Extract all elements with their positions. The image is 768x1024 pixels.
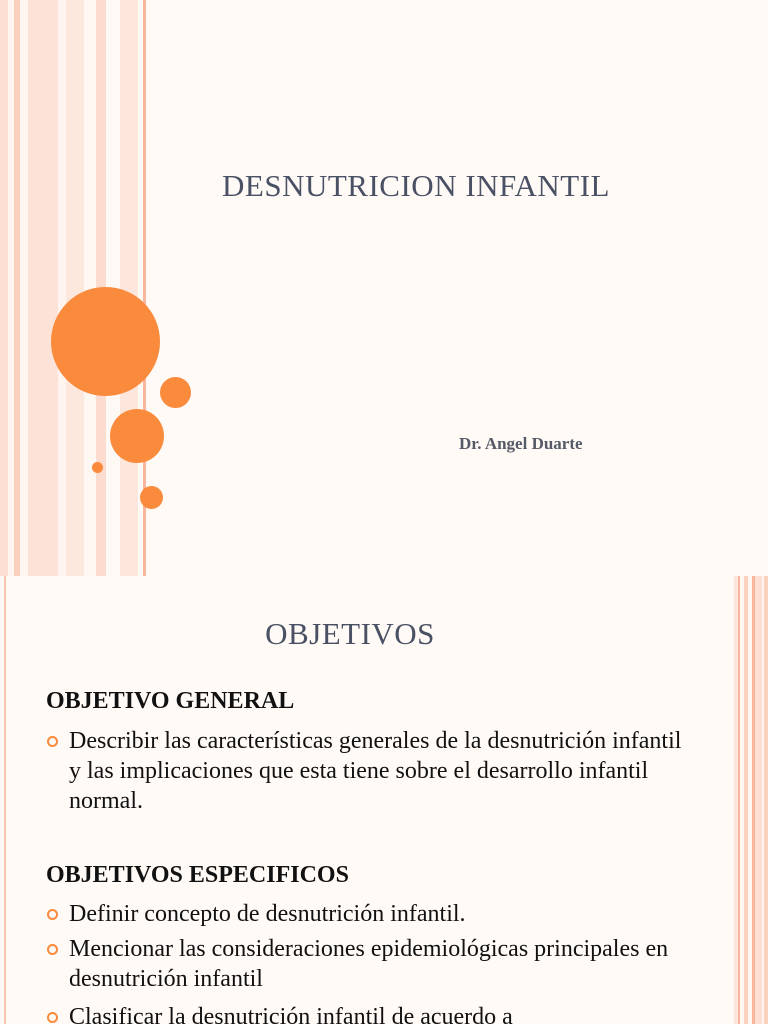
list-item (46, 1002, 686, 1024)
circle-bullet-icon (47, 944, 58, 955)
list-item-text: Mencionar las consideraciones epidemiológicas principales en desnutrición infantil (69, 936, 669, 992)
circle-bullet-icon (47, 736, 58, 747)
circle-bullet-icon (47, 1012, 58, 1023)
decorative-circle-medium (110, 409, 164, 463)
decorative-circle-small-2 (140, 486, 163, 509)
circle-bullet-icon (47, 909, 58, 920)
presentation-title: DESNUTRICION INFANTIL (222, 168, 610, 203)
decorative-circle-tiny (92, 462, 103, 473)
slide-title: OBJETIVOS (265, 616, 435, 651)
specific-objectives-heading: OBJETIVOS ESPECIFICOS (46, 862, 349, 888)
presentation-author: Dr. Angel Duarte (459, 434, 583, 453)
list-item (46, 726, 686, 816)
list-item (46, 934, 686, 994)
decorative-stripe-band-right (734, 576, 768, 1024)
decorative-circle-large (51, 287, 160, 396)
general-objective-heading: OBJETIVO GENERAL (46, 688, 295, 714)
objectives-slide (0, 576, 768, 1024)
list-item-text: Describir las características generales de la desnutrición infantil y las implicaciones que esta tiene sobre el desarrollo infantil normal. (69, 728, 682, 814)
list-item-text: Definir concepto de desnutrición infantil. (69, 901, 466, 927)
decorative-circle-small (160, 377, 191, 408)
list-item-text: Clasificar la desnutrición infantil de acuerdo a (69, 1004, 513, 1024)
list-item (46, 899, 686, 929)
